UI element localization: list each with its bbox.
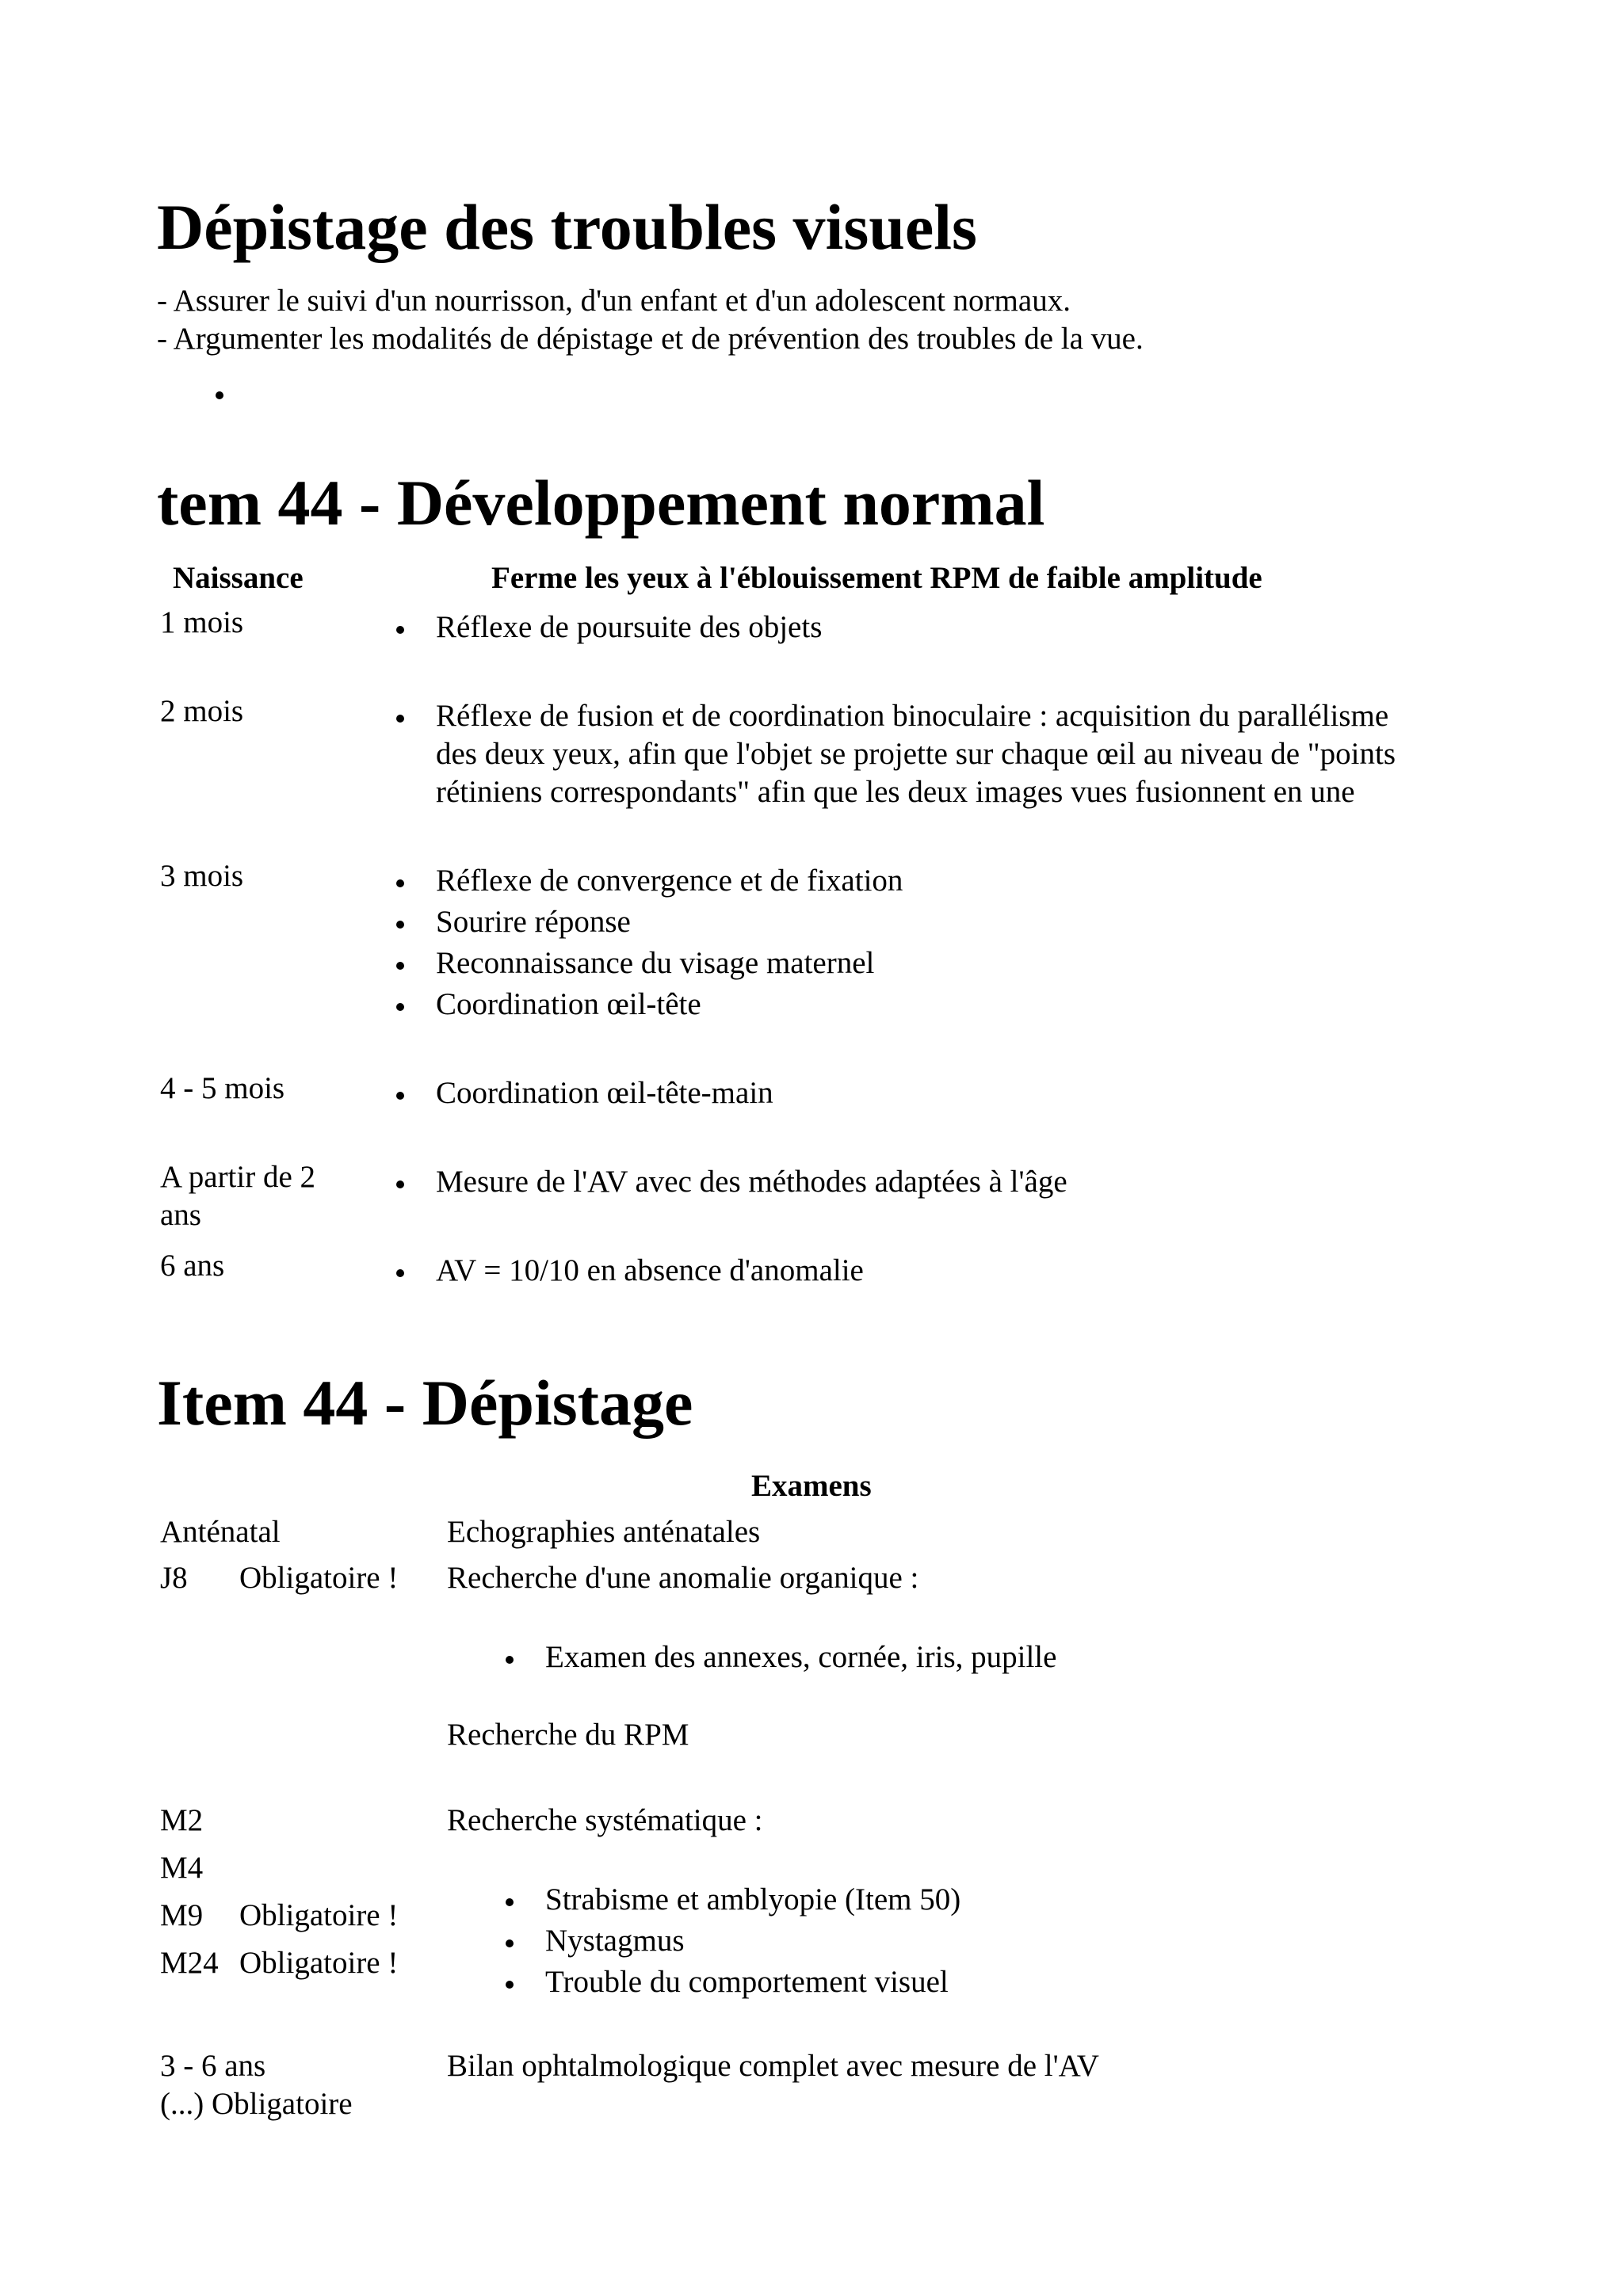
mandatory-badge: Obligatoire !	[239, 1561, 399, 1595]
exam-j8: Recherche d'une anomalie organique :	[447, 1561, 919, 1595]
age-m4: M4	[160, 1851, 204, 1885]
list-bullet	[396, 1180, 404, 1188]
list-bullet	[506, 1656, 514, 1664]
list-bullet	[506, 1939, 514, 1947]
age-m2: M2	[160, 1803, 204, 1837]
truncated-line: (...) Obligatoire	[160, 2087, 353, 2121]
list-bullet	[396, 921, 404, 929]
list-bullet	[506, 1898, 514, 1906]
exam-j8-rpm: Recherche du RPM	[447, 1718, 689, 1752]
list-bullet	[396, 715, 404, 723]
col-head-desc: Ferme les yeux à l'éblouissement RPM de faible amplitude	[491, 561, 1262, 595]
page-title: Dépistage des troubles visuels	[157, 191, 977, 263]
list-item: Coordination œil-tête	[436, 987, 701, 1021]
list-item: Mesure de l'AV avec des méthodes adaptées à l'âge	[436, 1165, 1067, 1199]
mandatory-badge: Obligatoire !	[239, 1898, 399, 1932]
list-bullet	[396, 1269, 404, 1277]
age-j8: J8	[160, 1561, 188, 1595]
list-item: Reconnaissance du visage maternel	[436, 946, 875, 980]
list-item: Réflexe de poursuite des objets	[436, 610, 823, 644]
list-item: Coordination œil-tête-main	[436, 1076, 773, 1110]
list-item: Sourire réponse	[436, 905, 631, 939]
list-bullet	[396, 1092, 404, 1100]
list-item-cont: rétiniens correspondants" afin que les deux images vues fusionnent en une	[436, 775, 1355, 809]
list-item-cont: des deux yeux, afin que l'objet se projette sur chaque œil au niveau de "points	[436, 737, 1396, 771]
list-bullet	[396, 879, 404, 887]
list-item: Réflexe de convergence et de fixation	[436, 864, 903, 898]
list-item: Trouble du comportement visuel	[545, 1965, 949, 1999]
age-4-5-mois: 4 - 5 mois	[160, 1071, 285, 1105]
objective-1: - Assurer le suivi d'un nourrisson, d'un enfant et d'un adolescent normaux.	[157, 284, 1071, 318]
list-bullet	[396, 962, 404, 970]
age-3-mois: 3 mois	[160, 859, 244, 893]
empty-bullet	[216, 391, 223, 399]
age-3-6-ans: 3 - 6 ans	[160, 2049, 266, 2083]
age-6-ans: 6 ans	[160, 1249, 225, 1283]
list-bullet	[506, 1981, 514, 1989]
exam-3-6-ans: Bilan ophtalmologique complet avec mesure de l'AV	[447, 2049, 1099, 2083]
section-heading-development: tem 44 - Développement normal	[157, 467, 1045, 539]
list-item: Nystagmus	[545, 1924, 685, 1958]
section-heading-screening: Item 44 - Dépistage	[157, 1367, 693, 1439]
mandatory-badge: Obligatoire !	[239, 1946, 399, 1980]
age-2-mois: 2 mois	[160, 694, 244, 728]
exam-months: Recherche systématique :	[447, 1803, 763, 1837]
col-head-age: Naissance	[173, 561, 304, 595]
age-1-mois: 1 mois	[160, 605, 244, 639]
list-bullet	[396, 626, 404, 634]
age-m24: M24	[160, 1946, 219, 1980]
exam-antenatal: Echographies anténatales	[447, 1515, 761, 1549]
list-bullet	[396, 1003, 404, 1011]
age-m9: M9	[160, 1898, 204, 1932]
age-antenatal: Anténatal	[160, 1515, 281, 1549]
list-item: Strabisme et amblyopie (Item 50)	[545, 1882, 961, 1917]
list-item: Examen des annexes, cornée, iris, pupille	[545, 1640, 1057, 1674]
age-2-ans-cont: ans	[160, 1198, 201, 1232]
list-item: Réflexe de fusion et de coordination binoculaire : acquisition du parallélisme	[436, 699, 1389, 733]
col-head-examens: Examens	[751, 1469, 872, 1503]
list-item: AV = 10/10 en absence d'anomalie	[436, 1253, 864, 1287]
objective-2: - Argumenter les modalités de dépistage et de prévention des troubles de la vue.	[157, 322, 1144, 356]
age-2-ans: A partir de 2	[160, 1160, 316, 1194]
